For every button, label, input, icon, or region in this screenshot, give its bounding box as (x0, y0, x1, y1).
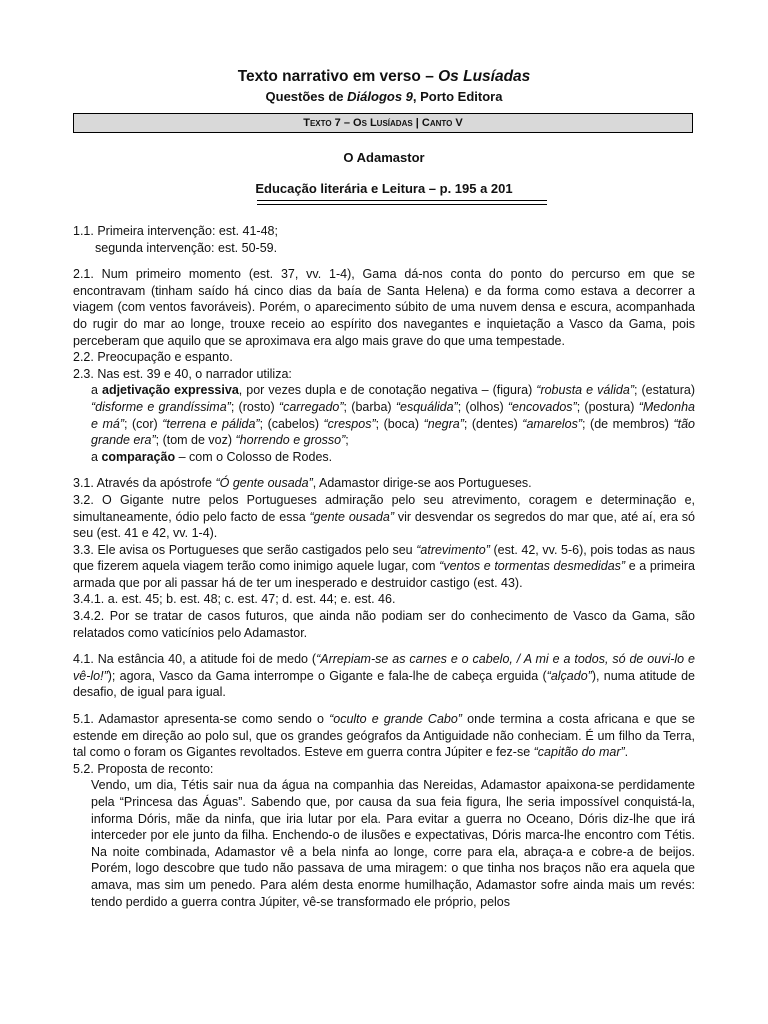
text-fragment: ; (rosto) (230, 399, 279, 414)
answer-text: Nas est. 39 e 40, o narrador utiliza: (93, 366, 292, 381)
text-fragment: (est. 42, vv. 5-6), pois todas as naus que fizerem aquela viagem terão como inimigo aquele lugar, com (73, 542, 695, 574)
quote: “Ó gente ousada” (215, 476, 313, 491)
answer-3-2 (73, 492, 695, 542)
answer-number: 4.1. (73, 652, 94, 667)
quote: “horrendo e grosso” (235, 433, 346, 448)
text-fragment: ; (cor) (124, 416, 163, 431)
quote: “atrevimento” (416, 542, 490, 557)
answer-number: 1.1. (73, 224, 94, 238)
text-fragment: Através da apóstrofe (93, 476, 216, 491)
subtitle-text: Questões de (265, 89, 348, 104)
answer-text: Num primeiro momento (est. 37, vv. 1-4), Gama dá-nos conta do ponto do percurso em que se encontravam (tinham saído há cinco dias da baía de Santa Helena) e da forma como estava a decorrer a viagem (com ventos favoráveis). Porém, o aparecimento súbito de uma nuvem densa e escura, acompanhada do rugir do mar ao longe, trouxe receio ao espírito dos navegantes e inquietação a Vasco da Gama, pois perceberam que aquilo que se aproximava era algo mais grave do que uma tempestade. (73, 267, 695, 348)
separator: | (412, 117, 422, 129)
answer-number: 5.2. (73, 761, 94, 776)
text-fragment: ), numa atitude de desafio, de igual para igual. (73, 668, 695, 700)
subtitle-publisher: , Porto Editora (412, 89, 503, 104)
section-title: O Adamastor (343, 150, 425, 165)
text-fragment: ; (olhos) (457, 399, 508, 414)
quote: “esquálida” (395, 399, 458, 414)
answer-3-4-2 (73, 608, 695, 641)
answer-2-3-comparison (73, 449, 695, 466)
answer-5-1 (73, 711, 695, 761)
quote: “tão grande era” (91, 416, 695, 448)
answer-number: 2.3. (73, 366, 94, 381)
quote: “terrena e pálida” (162, 416, 260, 431)
text-fragment: , Adamastor dirige-se aos Portugueses. (312, 476, 532, 491)
quote: “Medonha e má” (91, 399, 695, 431)
double-underline (257, 200, 547, 205)
answer-1-1-line2: segunda intervenção: est. 50-59. (95, 240, 278, 255)
title-text: Texto narrativo em verso – (237, 68, 439, 85)
quote: “crespos” (323, 416, 376, 431)
text-reference-box (73, 113, 693, 133)
answer-text: Primeira intervenção: est. 41-48; (93, 224, 278, 238)
text-fragment: ); agora, Vasco da Gama interrompe o Gigante e fala-lhe de cabeça erguida ( (107, 668, 547, 683)
text-fragment: ; (postura) (576, 399, 639, 414)
emphasis-text: adjetivação expressiva (102, 383, 239, 398)
quote: “robusta e válida” (536, 383, 634, 398)
text-fragment: a (91, 449, 102, 464)
subtitle-italic-text: Diálogos 9 (347, 89, 413, 104)
quote: “oculto e grande Cabo” (329, 712, 462, 727)
text-fragment: ; (estatura) (634, 383, 696, 398)
answer-number: 2.2. (73, 350, 94, 365)
answer-4-1 (73, 651, 695, 701)
document-title (0, 68, 768, 86)
text-fragment: Adamastor apresenta-se como sendo o (93, 712, 330, 727)
quote: “amarelos” (522, 416, 583, 431)
quote: “carregado” (278, 399, 344, 414)
text-fragment: ; (boca) (375, 416, 424, 431)
answers-content (73, 223, 695, 910)
quote: “gente ousada” (309, 509, 394, 524)
answer-2-2 (73, 349, 695, 366)
text-fragment: Ele avisa os Portugueses que serão castigados pelo seu (93, 542, 417, 557)
text-reference: Texto 7 – Os Lusíadas (303, 117, 413, 129)
text-fragment: . (624, 745, 629, 760)
text-fragment: – com o Colosso de Rodes. (175, 449, 333, 464)
quote: “capitão do mar” (533, 745, 625, 760)
answer-number: 3.2. (73, 492, 94, 507)
answer-text: Proposta de reconto: (93, 761, 214, 776)
answer-text: Por se tratar de casos futuros, que ainda não podiam ser do conhecimento de Vasco da Gama, são relatados como vaticínios pelo Adamastor. (73, 609, 695, 640)
text-fragment: e a primeira armada que por ali passar há de ter um inesperado e destruidor castigo (est. 43). (73, 559, 695, 590)
answer-5-2-retelling: Vendo, um dia, Tétis sair nua da água na companhia das Nereidas, Adamastor apaixona-se perdidamente pela “Princesa das Águas”. Sabendo que, por causa da sua feia figura, lhe seria impossível conquistá-la, informa Dóris, mãe da ninfa, que iria lutar por ela. Para evitar a guerra no Oceano, Dóris diz-lhe que irá interceder por ele junto da filha. Enchendo-o de ilusões e expectativas, Dóris marca-lhe encontro com Tétis. Na noite combinada, Adamastor vê a bela ninfa ao longe, corre para ela, abraça-a e cobre-a de beijos. Porém, logo descobre que tudo não passava de uma miragem: o que tinha nos braços não era aquela que amava, mas sim um penedo. Para além desta enorme humilhação, Adamastor sofre ainda mais um revés: tendo perdido a guerra contra Júpiter, vê-se transformado ele próprio, pelos (91, 778, 695, 909)
canto-reference: Canto V (421, 117, 463, 129)
answer-3-3 (73, 542, 695, 592)
text-fragment: Na estância 40, a atitude foi de medo ( (93, 652, 317, 667)
answer-number: 3.1. (73, 476, 94, 491)
quote: “negra” (423, 416, 464, 431)
text-fragment: ; (cabelos) (259, 416, 324, 431)
title-italic-text: Os Lusíadas (438, 68, 531, 85)
text-fragment: ; (barba) (343, 399, 396, 414)
quote: “alçado” (546, 668, 592, 683)
answer-3-1 (73, 475, 695, 492)
answer-number: 3.3. (73, 542, 94, 557)
answer-number: 2.1. (73, 267, 94, 282)
text-fragment: ; (dentes) (463, 416, 523, 431)
quote: “disforme e grandíssima” (91, 399, 231, 414)
text-fragment: vir desvendar os segredos do mar que, até aí, era só seu (est. 41 e 42, vv. 1-4). (73, 509, 695, 541)
emphasis-text: comparação (101, 449, 176, 464)
quote: “encovados” (507, 399, 577, 414)
text-fragment: O Gigante nutre pelos Portugueses admiração pelo seu atrevimento, coragem e determinação e, simultaneamente, ódio pelo facto de essa (73, 492, 695, 524)
text-fragment: ; (de membros) (582, 416, 674, 431)
text-fragment: onde termina a costa africana e que se estende em direção ao polo sul, que os grandes geógrafos da Antiguidade não conheciam. É um filho da Terra, tal como o foram os Gigantes revoltados. Esteve em guerra contra Júpiter e fez-se (73, 712, 695, 760)
answer-number: 3.4.1. (73, 592, 105, 607)
answer-1-1 (73, 223, 695, 240)
quote: “ventos e tormentas desmedidas” (439, 559, 626, 574)
text-fragment: a (91, 383, 102, 398)
text-fragment: ; (tom de voz) (155, 433, 236, 448)
section-subheading: Educação literária e Leitura – p. 195 a 201 (255, 181, 513, 196)
answer-text: a. est. 45; b. est. 48; c. est. 47; d. est. 44; e. est. 46. (104, 592, 396, 607)
answer-text: Preocupação e espanto. (93, 350, 233, 365)
text-fragment: ; (345, 433, 349, 448)
answer-2-3-adjectives (73, 382, 695, 448)
answer-2-3 (73, 366, 695, 383)
answer-number: 5.1. (73, 712, 94, 727)
quote: “Arrepiam-se as carnes e o cabelo, / A mi e a todos, só de ouvi-lo e vê-lo!” (73, 652, 695, 683)
answer-number: 3.4.2. (73, 609, 105, 624)
answer-5-2 (73, 761, 695, 778)
document-subtitle (0, 89, 768, 104)
answer-3-4-1 (73, 591, 695, 608)
answer-2-1 (73, 266, 695, 349)
text-fragment: , por vezes dupla e de conotação negativa – (figura) (238, 383, 537, 398)
